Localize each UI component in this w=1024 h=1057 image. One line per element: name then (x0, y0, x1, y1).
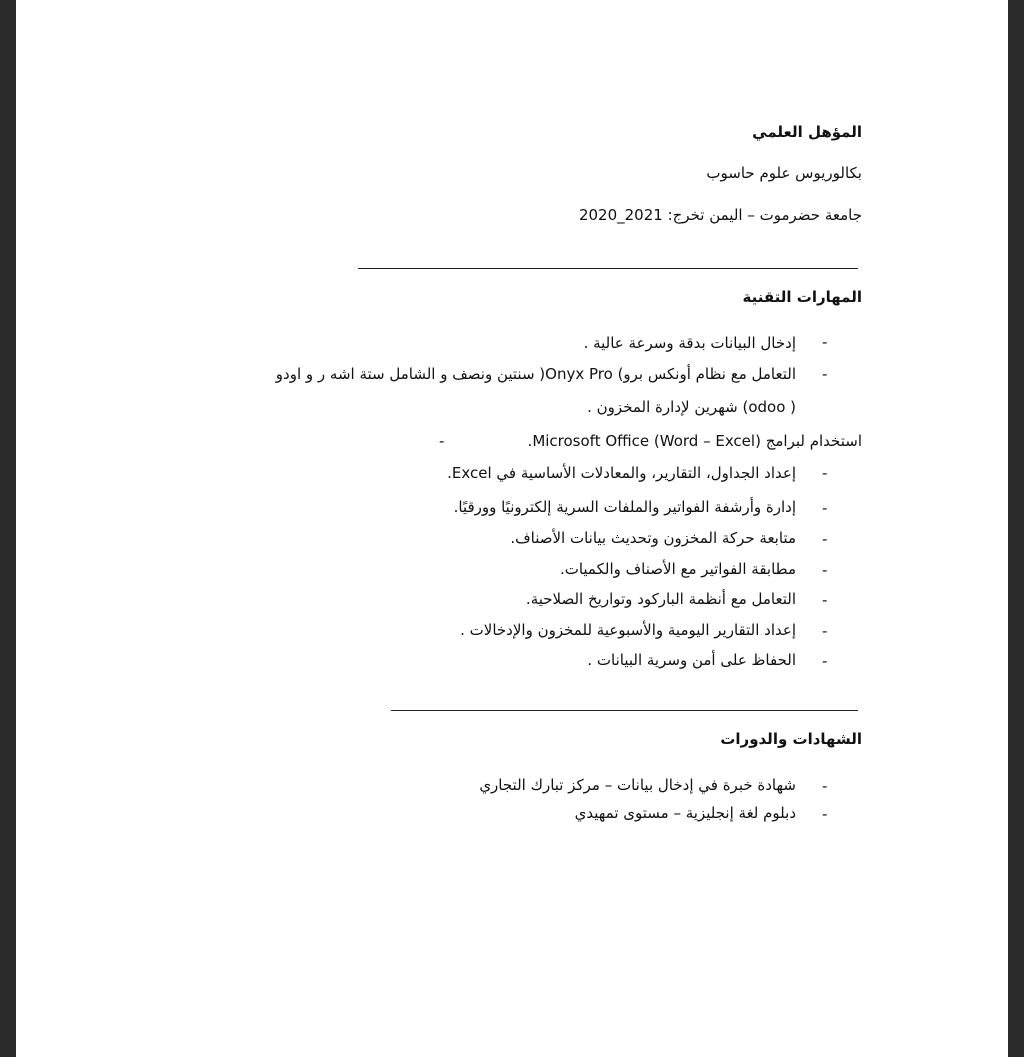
skill-item: التعامل مع نظام أونكس برو) Onyx Pro( سنتين ونصف و الشامل ستة اشه ر و اودو (275, 365, 796, 383)
bullet: - (822, 333, 828, 351)
bullet: - (822, 499, 828, 517)
education-university: جامعة حضرموت – اليمن تخرج: 2021_2020 (578, 206, 862, 224)
skill-item: إدارة وأرشفة الفواتير والملفات السرية إلكترونيًا وورقيًا. (453, 498, 796, 516)
certificate-item: شهادة خبرة في إدخال بيانات – مركز تبارك التجاري (479, 776, 796, 794)
bullet: - (822, 652, 828, 670)
bullet: - (822, 530, 828, 548)
bullet: - (822, 561, 828, 579)
skill-item: التعامل مع أنظمة الباركود وتواريخ الصلاحية. (525, 590, 796, 608)
skill-item: الحفاظ على أمن وسرية البيانات . (587, 651, 796, 669)
document-page (16, 0, 1008, 1057)
bullet: - (822, 591, 828, 609)
section-divider (391, 710, 858, 711)
certificates-heading: الشهادات والدورات (720, 730, 862, 748)
bullet: - (822, 464, 828, 482)
skill-item: إعداد الجداول، التقارير، والمعادلات الأساسية في Excel. (447, 464, 796, 482)
skill-item: استخدام لبرامج (Microsoft Office (Word – Excel. (527, 432, 862, 450)
education-heading: المؤهل العلمي (752, 123, 862, 141)
bullet: - (439, 432, 445, 450)
skills-heading: المهارات التقنية (742, 288, 862, 306)
education-degree: بكالوريوس علوم حاسوب (706, 164, 862, 182)
section-divider (358, 268, 858, 269)
skill-item: إعداد التقارير اليومية والأسبوعية للمخزون والإدخالات . (460, 621, 796, 639)
skill-item: متابعة حركة المخزون وتحديث بيانات الأصناف. (510, 529, 796, 547)
skill-item: إدخال البيانات بدقة وسرعة عالية . (583, 334, 796, 352)
bullet: - (822, 805, 828, 823)
skill-item-continued: ( odoo) شهرين لإدارة المخزون . (587, 398, 796, 416)
bullet: - (822, 622, 828, 640)
bullet: - (822, 365, 828, 383)
skill-item: مطابقة الفواتير مع الأصناف والكميات. (559, 560, 796, 578)
bullet: - (822, 777, 828, 795)
certificate-item: دبلوم لغة إنجليزية – مستوى تمهيدي (574, 804, 796, 822)
